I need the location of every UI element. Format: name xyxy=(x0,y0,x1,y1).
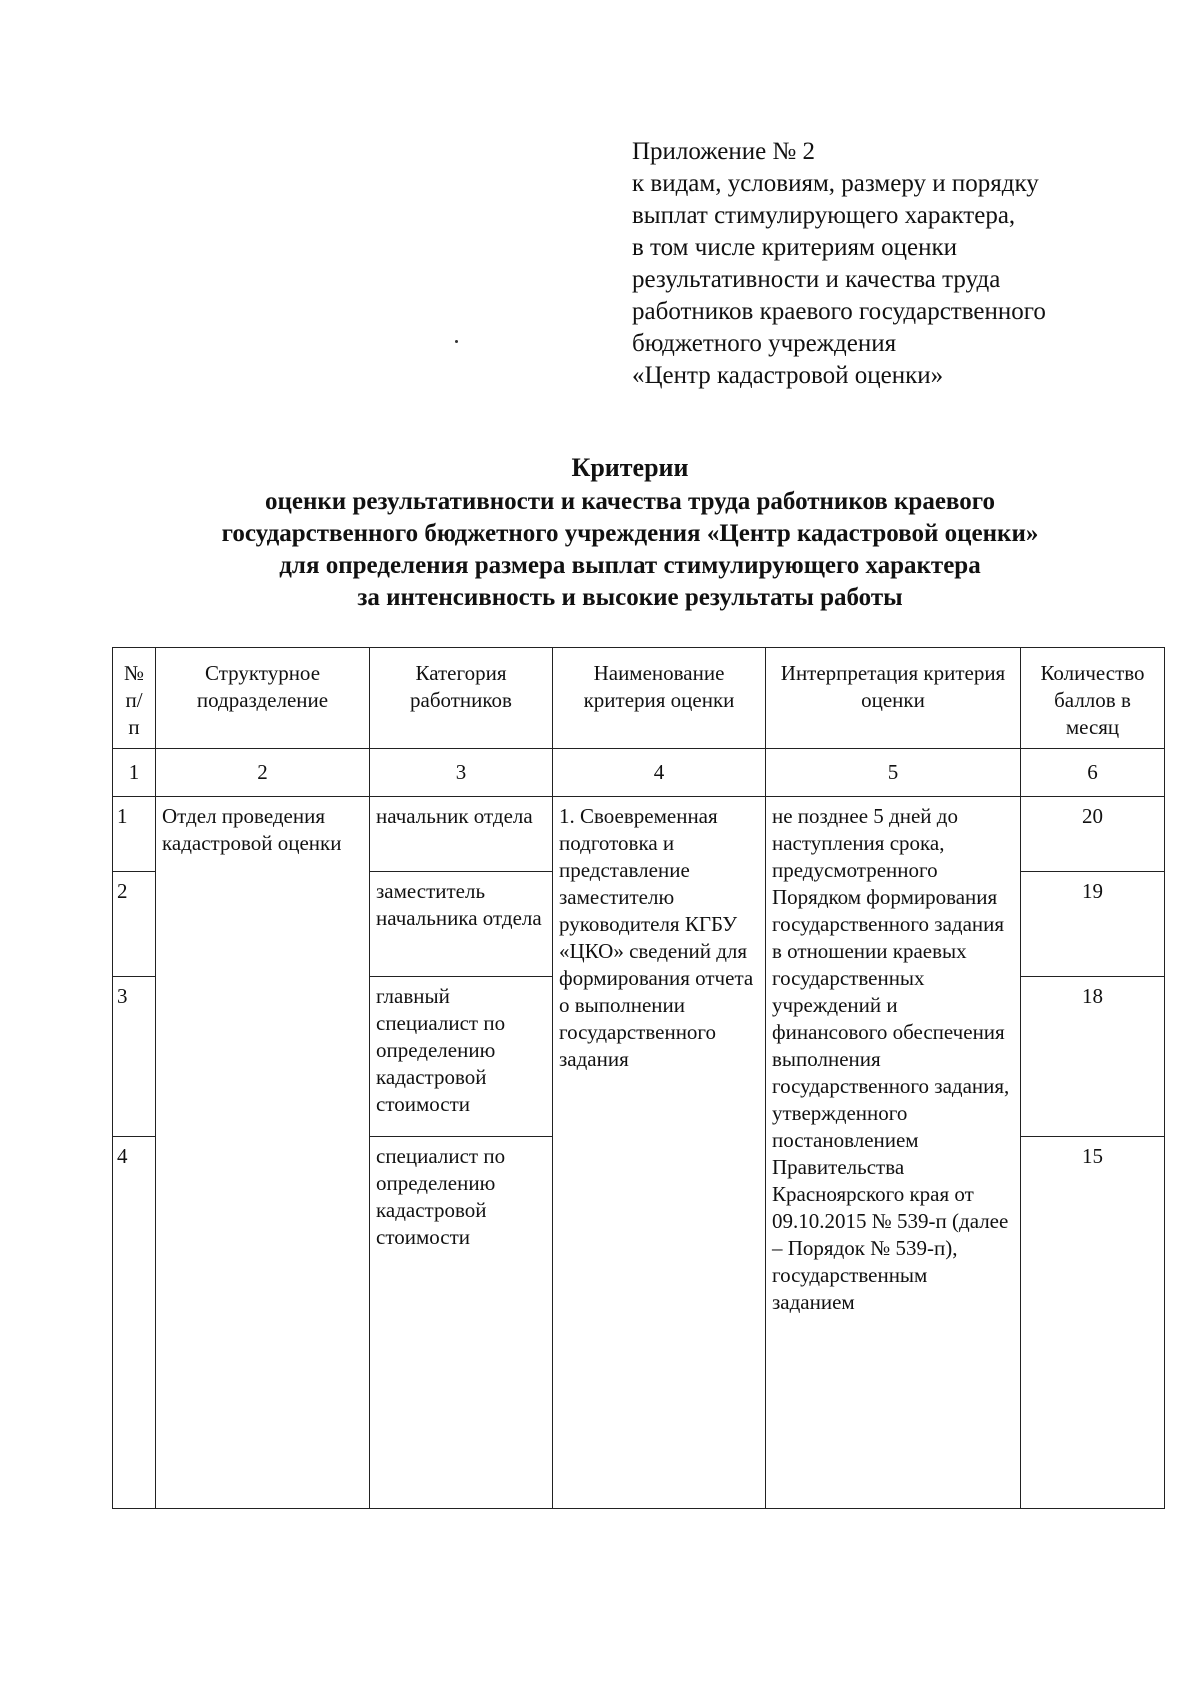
row-number: 3 xyxy=(113,977,156,1137)
title-line: для определения размера выплат стимулирующего характера xyxy=(279,552,981,579)
points-cell: 18 xyxy=(1021,977,1165,1137)
annex-line: к видам, условиям, размеру и порядку xyxy=(632,170,1039,197)
category-cell: начальник отдела xyxy=(370,797,553,872)
points-cell: 15 xyxy=(1021,1137,1165,1509)
row-number: 2 xyxy=(113,872,156,977)
annex-line: результативности и качества труда xyxy=(632,266,1001,293)
category-cell: главный специалист по определению кадастровой стоимости xyxy=(370,977,553,1137)
criterion-cell: 1. Своевременная подготовка и представление заместителю руководителя КГБУ «ЦКО» сведений для формирования отчета о выполнении государственного задания xyxy=(553,797,766,1509)
annex-line: в том числе критериям оценки xyxy=(632,234,957,261)
title-line: государственного бюджетного учреждения «Центр кадастровой оценки» xyxy=(221,520,1039,547)
title-line: оценки результативности и качества труда работников краевого xyxy=(264,488,995,515)
column-number-row xyxy=(113,749,1165,797)
annex-reference xyxy=(632,136,1046,392)
header-cell-department: Структурное подразделение xyxy=(156,648,370,749)
header-cell-category: Категория работников xyxy=(370,648,553,749)
table-header-row xyxy=(113,648,1165,749)
category-cell: заместитель начальника отдела xyxy=(370,872,553,977)
row-number: 1 xyxy=(113,797,156,872)
points-cell: 20 xyxy=(1021,797,1165,872)
table-row xyxy=(113,797,1165,872)
title-line: за интенсивность и высокие результаты работы xyxy=(357,584,903,611)
scan-speck xyxy=(455,340,458,343)
column-number: 4 xyxy=(553,749,766,797)
points-cell: 19 xyxy=(1021,872,1165,977)
interpretation-cell: не позднее 5 дней до наступления срока, предусмотренного Порядком формирования государственного задания в отношении краевых государственных учреждений и финансового обеспечения выполнения государственного задания, утвержденного постановлением Правительства Красноярского края от 09.10.2015 № 539-п (далее – Порядок № 539-п), государственным заданием xyxy=(766,797,1021,1509)
title-main: Критерии xyxy=(571,453,689,482)
annex-line: бюджетного учреждения xyxy=(632,330,897,357)
header-cell-points: Количество баллов в месяц xyxy=(1021,648,1165,749)
document-title xyxy=(100,452,1160,614)
department-cell: Отдел проведения кадастровой оценки xyxy=(156,797,370,1509)
column-number: 3 xyxy=(370,749,553,797)
annex-line: Приложение № 2 xyxy=(632,138,816,165)
row-number: 4 xyxy=(113,1137,156,1509)
header-cell-interpretation: Интерпретация критерия оценки xyxy=(766,648,1021,749)
annex-line: «Центр кадастровой оценки» xyxy=(632,362,944,389)
annex-line: выплат стимулирующего характера, xyxy=(632,202,1016,229)
criteria-table xyxy=(112,647,1165,1509)
header-cell-criterion: Наименование критерия оценки xyxy=(553,648,766,749)
header-cell-number: № п/ п xyxy=(113,648,156,749)
column-number: 1 xyxy=(113,749,156,797)
annex-line: работников краевого государственного xyxy=(632,298,1046,325)
column-number: 5 xyxy=(766,749,1021,797)
column-number: 2 xyxy=(156,749,370,797)
column-number: 6 xyxy=(1021,749,1165,797)
category-cell: специалист по определению кадастровой стоимости xyxy=(370,1137,553,1509)
